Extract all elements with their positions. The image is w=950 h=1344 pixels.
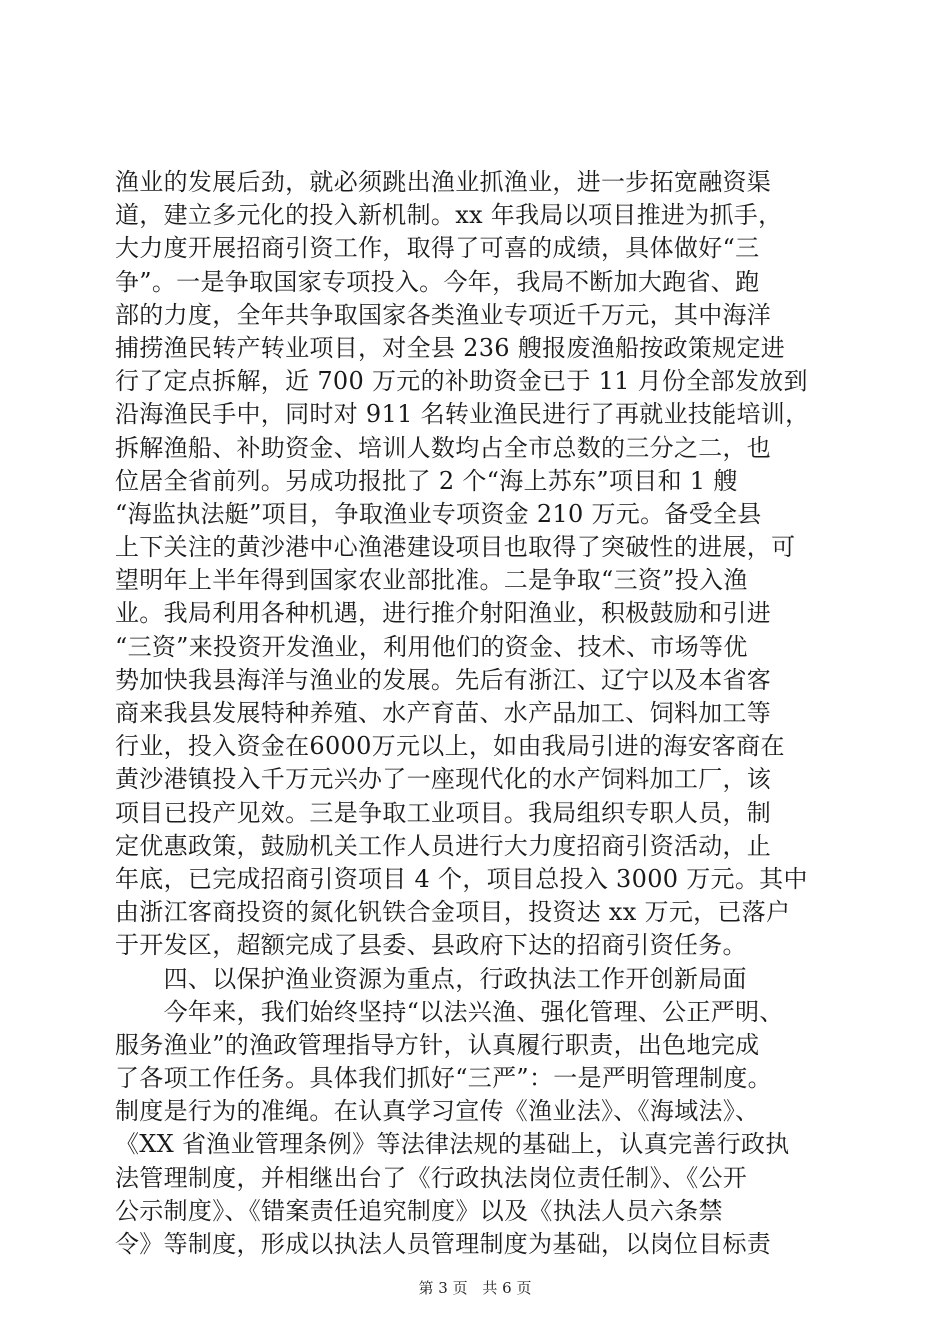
- text-line: “海监执法艇”项目，争取渔业专项资金 210 万元。备受全县: [115, 499, 762, 528]
- text-line: 道，建立多元化的投入新机制。xx 年我局以项目推进为抓手，: [115, 201, 783, 230]
- document-body: [115, 166, 845, 1261]
- text-line: 部的力度，全年共争取国家各类渔业专项近千万元，其中海洋: [115, 300, 772, 329]
- page-number: 第 3 页: [418, 1279, 468, 1297]
- text-line: “三资”来投资开发渔业，利用他们的资金、技术、市场等优: [115, 632, 748, 661]
- text-line: 了各项工作任务。具体我们抓好“三严”：一是严明管理制度。: [115, 1064, 772, 1093]
- text-line: 令》等制度，形成以执法人员管理制度为基础，以岗位目标责: [115, 1230, 772, 1258]
- total-pages: 共 6 页: [482, 1279, 532, 1297]
- text-line: 法管理制度，并相继出台了《行政执法岗位责任制》、《公开: [115, 1163, 748, 1192]
- text-line: 公示制度》、《错案责任追究制度》以及《执法人员六条禁: [115, 1196, 723, 1225]
- text-line: 上下关注的黄沙港中心渔港建设项目也取得了突破性的进展，可: [115, 533, 796, 562]
- text-line: 今年来，我们始终坚持“以法兴渔、强化管理、公正严明、: [115, 997, 784, 1026]
- text-line: 位居全省前列。另成功报批了 2 个“海上苏东”项目和 1 艘: [115, 466, 738, 495]
- text-line: 渔业的发展后劲，就必须跳出渔业抓渔业，进一步拓宽融资渠: [115, 168, 772, 196]
- text-line: 年底，已完成招商引资项目 4 个，项目总投入 3000 万元。其中: [115, 864, 808, 893]
- text-line: 势加快我县海洋与渔业的发展。先后有浙江、辽宁以及本省客: [115, 665, 772, 694]
- text-line: 于开发区，超额完成了县委、县政府下达的招商引资任务。: [115, 931, 747, 960]
- text-line: 《XX 省渔业管理条例》等法律法规的基础上，认真完善行政执: [115, 1130, 790, 1159]
- text-line: 大力度开展招商引资工作，取得了可喜的成绩，具体做好“三: [115, 234, 760, 263]
- text-line: 定优惠政策，鼓励机关工作人员进行大力度招商引资活动，止: [115, 831, 772, 860]
- text-line: 望明年上半年得到国家农业部批准。二是争取“三资”投入渔: [115, 566, 748, 595]
- text-line: 拆解渔船、补助资金、培训人数均占全市总数的三分之二，也: [115, 433, 772, 462]
- text-line: 行了定点拆解，近 700 万元的补助资金已于 11 月份全部发放到: [115, 367, 808, 396]
- text-line: 捕捞渔民转产转业项目，对全县 236 艘报废渔船按政策规定进: [115, 333, 786, 362]
- text-line: 四、以保护渔业资源为重点，行政执法工作开创新局面: [115, 964, 747, 993]
- text-line: 制度是行为的准绳。在认真学习宣传《渔业法》、《海域法》、: [115, 1097, 760, 1126]
- text-line: 黄沙港镇投入千万元兴办了一座现代化的水产饲料加工厂，该: [115, 765, 772, 794]
- page-footer: [0, 1278, 950, 1298]
- text-line: 商来我县发展特种养殖、水产育苗、水产品加工、饲料加工等: [115, 699, 772, 727]
- text-line: 项目已投产见效。三是争取工业项目。我局组织专职人员，制: [115, 798, 772, 827]
- text-line: 争”。一是争取国家专项投入。今年，我局不断加大跑省、跑: [115, 267, 760, 296]
- text-line: 沿海渔民手中，同时对 911 名转业渔民进行了再就业技能培训，: [115, 400, 810, 429]
- text-line: 业。我局利用各种机遇，进行推介射阳渔业，积极鼓励和引进: [115, 599, 772, 628]
- text-line: 行业，投入资金在6000万元以上，如由我局引进的海安客商在: [115, 732, 785, 761]
- text-line: 由浙江客商投资的氮化钒铁合金项目，投资达 xx 万元，已落户: [115, 898, 791, 927]
- text-line: 服务渔业”的渔政管理指导方针，认真履行职责，出色地完成: [115, 1030, 760, 1059]
